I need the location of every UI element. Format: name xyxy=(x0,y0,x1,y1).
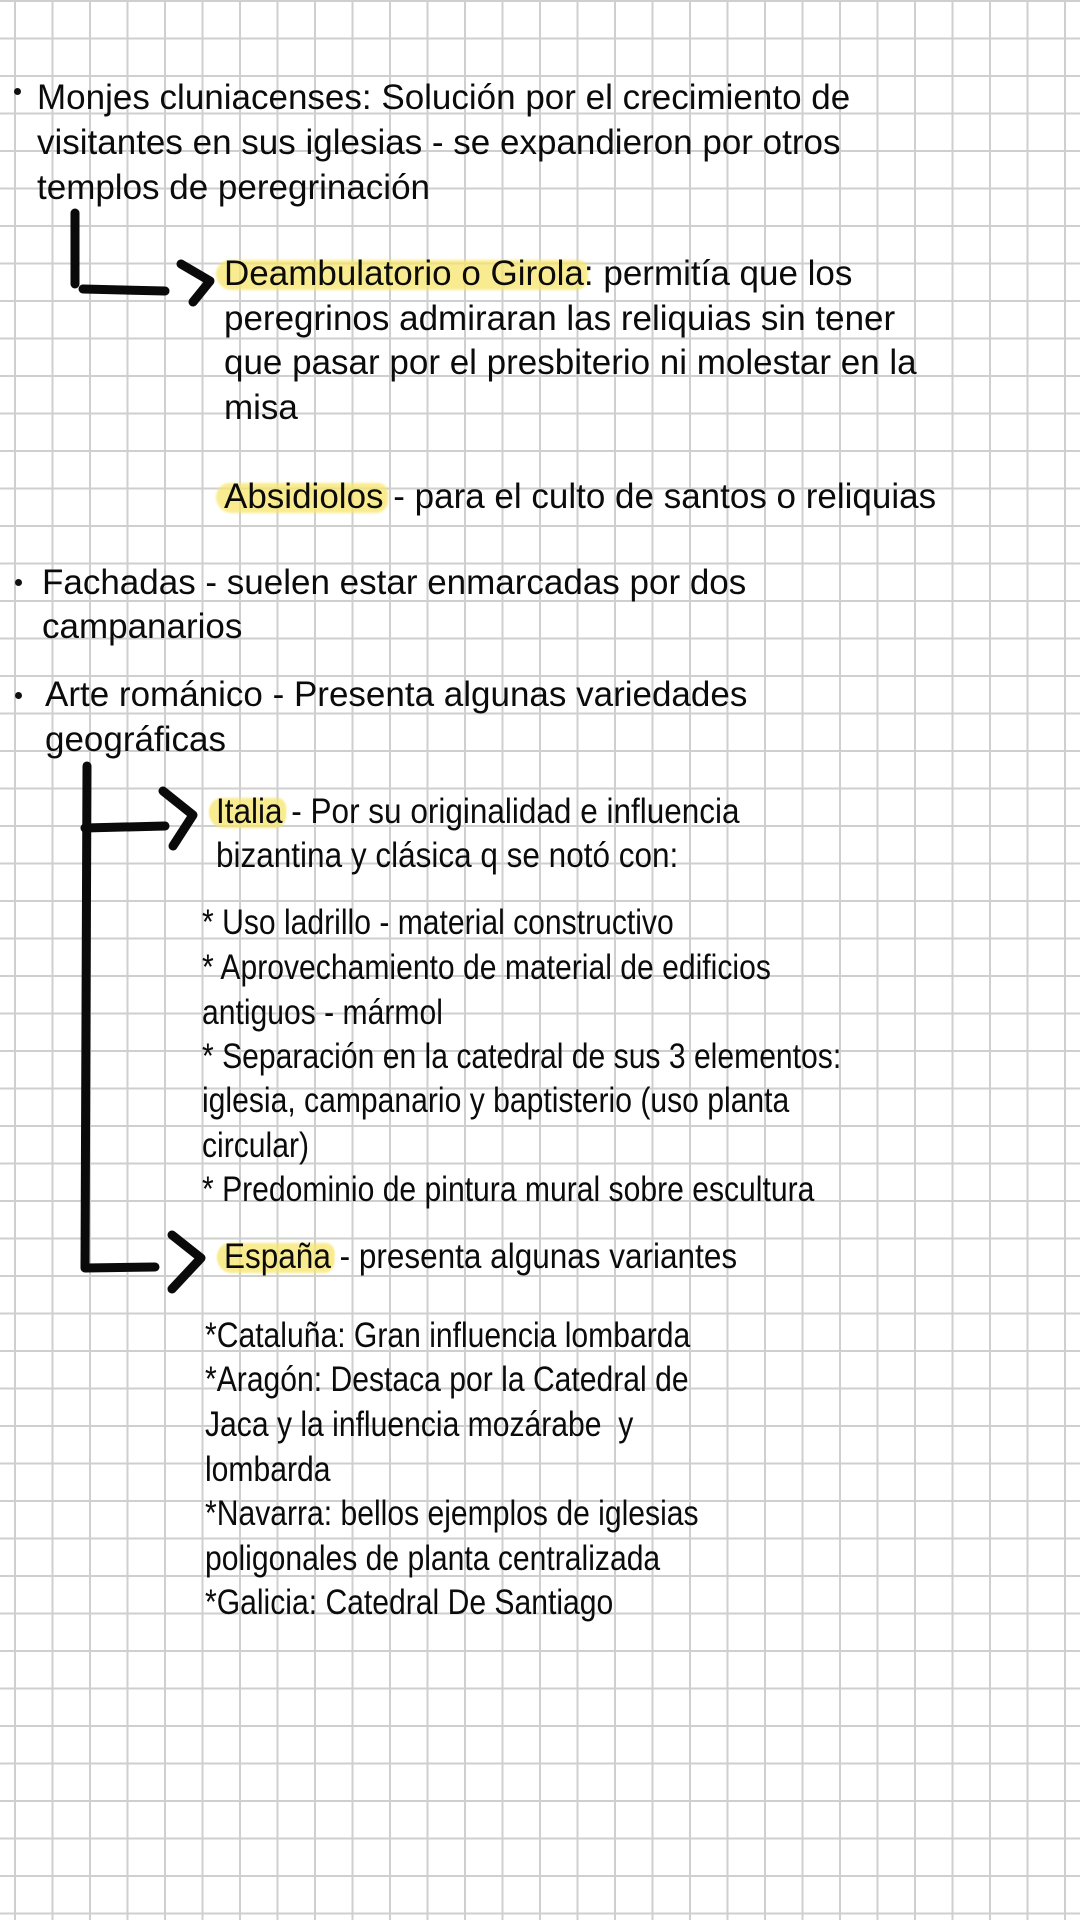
espana-item-line: poligonales de planta centralizada xyxy=(205,1539,661,1578)
monjes-line-3: templos de peregrinación xyxy=(37,168,431,207)
deambulatorio-line-3: que pasar por el presbiterio ni molestar en la xyxy=(224,343,917,382)
italia-item-line: * Predominio de pintura mural sobre escultura xyxy=(202,1170,815,1209)
espana-item-line: Jaca y la influencia mozárabe y xyxy=(205,1405,634,1444)
bullet-icon xyxy=(15,692,22,699)
espana-item-line: *Galicia: Catedral De Santiago xyxy=(205,1583,614,1622)
highlight-espana: España xyxy=(224,1235,331,1279)
bullet-icon xyxy=(15,579,22,586)
italia-item-line: * Uso ladrillo - material constructivo xyxy=(202,903,674,942)
deambulatorio-rest: : permitía que los xyxy=(583,254,853,293)
fachadas-line-2: campanarios xyxy=(42,607,243,646)
italia-item-line: * Aprovechamiento de material de edificios xyxy=(202,948,771,987)
deambulatorio-line-1 xyxy=(224,252,852,296)
deambulatorio-line-4: misa xyxy=(224,388,298,427)
fachadas-line-1: Fachadas - suelen estar enmarcadas por dos xyxy=(42,563,747,602)
arte-line-2: geográficas xyxy=(45,720,226,759)
italia-item-line: * Separación en la catedral de sus 3 elementos: xyxy=(202,1037,842,1076)
italia-item-line: antiguos - mármol xyxy=(202,993,443,1032)
highlight-absidiolos: Absidiolos xyxy=(224,475,384,519)
espana-item-line: *Aragón: Destaca por la Catedral de xyxy=(205,1360,689,1399)
highlight-italia: Italia xyxy=(216,790,283,834)
italia-item-line: circular) xyxy=(202,1126,310,1165)
bracket-tree-icon xyxy=(85,766,201,1289)
monjes-line-1: Monjes cluniacenses: Solución por el crecimiento de xyxy=(37,78,851,117)
italia-rest: - Por su originalidad e influencia xyxy=(282,792,740,831)
arte-line-1: Arte románico - Presenta algunas variedades xyxy=(45,675,748,714)
absidiolos-rest: - para el culto de santos o reliquias xyxy=(383,477,937,516)
absidiolos-line xyxy=(224,475,936,519)
espana-line-1 xyxy=(224,1235,737,1279)
espana-rest: - presenta algunas variantes xyxy=(330,1237,738,1276)
italia-line-1 xyxy=(216,790,740,834)
espana-item-line: *Navarra: bellos ejemplos de iglesias xyxy=(205,1494,699,1533)
highlight-deambulatorio: Deambulatorio o Girola xyxy=(224,252,584,296)
deambulatorio-line-2: peregrinos admiraran las reliquias sin tener xyxy=(224,299,896,338)
espana-item-line: lombarda xyxy=(205,1450,331,1489)
monjes-line-2: visitantes en sus iglesias - se expandieron por otros xyxy=(37,123,841,162)
italia-line-2: bizantina y clásica q se notó con: xyxy=(216,836,679,875)
italia-item-line: iglesia, campanario y baptisterio (uso planta xyxy=(202,1081,790,1120)
bracket-arrow-icon xyxy=(75,213,210,302)
espana-item-line: *Cataluña: Gran influencia lombarda xyxy=(205,1316,691,1355)
bullet-icon xyxy=(14,88,21,95)
